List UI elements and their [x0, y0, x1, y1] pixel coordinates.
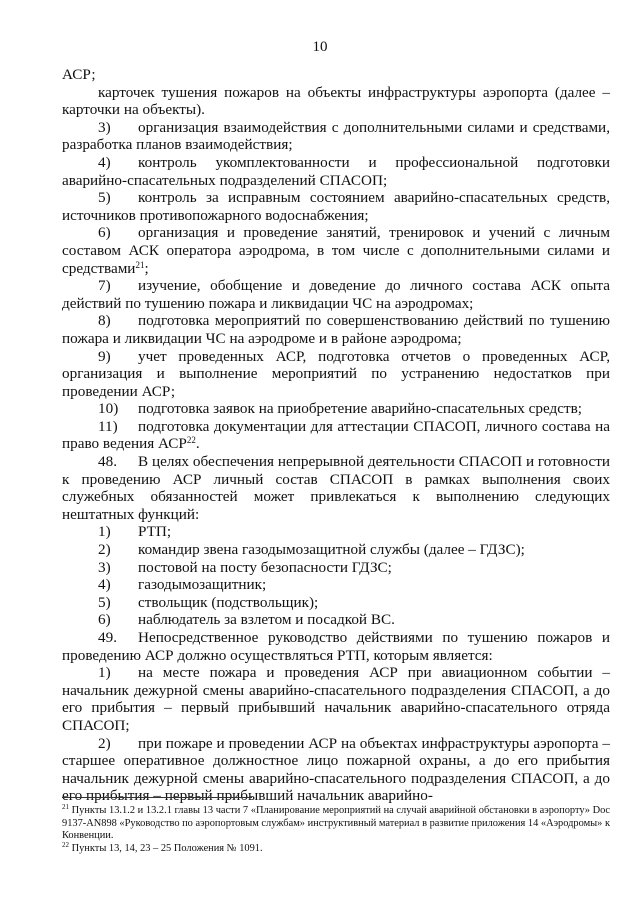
section-text: Непосредственное руководство действиями по тушению пожаров и проведению АСР должно осуществляться РТП, которым является: [62, 629, 610, 664]
item-number: 6) [98, 611, 111, 629]
section-49 [62, 629, 610, 664]
item-number: 4) [98, 153, 111, 171]
footnote-marker: 22 [62, 840, 69, 849]
item-text: постовой на посту безопасности ГДЗС; [138, 558, 392, 576]
footnote-22 [62, 840, 610, 856]
item-end: . [195, 435, 200, 453]
paragraph-item-9 [62, 348, 610, 401]
section-number: 49. [98, 629, 117, 646]
item-text: ствольщик (подствольщик); [138, 593, 319, 611]
item-text: наблюдатель за взлетом и посадкой ВС. [138, 611, 395, 629]
function-item-1 [62, 523, 610, 541]
item-number: 1) [98, 664, 111, 682]
section-48 [62, 453, 610, 523]
item-text: командир звена газодымозащитной службы (далее – ГДЗС); [138, 541, 525, 559]
item-number: 2) [98, 541, 111, 559]
item-text: РТП; [138, 523, 172, 541]
rtp-item-1 [62, 664, 610, 734]
function-item-4 [62, 576, 610, 594]
item-text: контроль за исправным состоянием аварийно-спасательных средств, источников противопожарного водоснабжения; [62, 189, 610, 224]
paragraph-item-8 [62, 312, 610, 347]
rtp-item-2 [62, 735, 610, 805]
body-text [62, 66, 610, 805]
item-number: 4) [98, 576, 111, 594]
item-text: контроль укомплектованности и профессиональной подготовки аварийно-спасательных подразделений СПАСОП; [62, 153, 610, 189]
item-number: 6) [98, 224, 111, 242]
item-number: 5) [98, 593, 111, 611]
item-number: 1) [98, 523, 111, 541]
function-item-3 [62, 559, 610, 577]
item-text: учет проведенных АСР, подготовка отчетов о проведенных АСР, организация и выполнение мероприятий по устранению недостатков при проведении АСР; [62, 347, 610, 400]
paragraph-item-10 [62, 400, 610, 418]
page-number: 10 [312, 39, 328, 55]
item-number: 8) [98, 312, 111, 330]
item-number: 2) [98, 734, 111, 752]
footnote-text: Пункты 13, 14, 23 – 25 Положения № 1091. [71, 842, 263, 854]
item-number: 10) [98, 400, 119, 418]
paragraph-item-7 [62, 277, 610, 312]
section-text: В целях обеспечения непрерывной деятельности СПАСОП и готовности к проведению АСР личный состав СПАСОП в рамках выполнения своих служебных обязанностей может привлекаться к выполнению следующих нештатных функций: [62, 453, 610, 523]
item-number: 3) [98, 118, 111, 136]
footnote-ref-22: 22 [186, 435, 196, 446]
item-number: 3) [98, 558, 111, 576]
item-text: на месте пожара и проведения АСР при авиационном событии – начальник дежурной смены аварийно-спасательного подразделения СПАСОП, а до его прибытия – первый прибывший начальник аварийно-спасательного отряда СПАСОП; [62, 664, 610, 734]
footnotes [62, 805, 610, 855]
item-number: 5) [98, 189, 111, 207]
paragraph-item-6 [62, 224, 610, 277]
paragraph-item: карточек тушения пожаров на объекты инфраструктуры аэропорта (далее – карточки на объекты). [62, 83, 610, 119]
footnote-text: Пункты 13.1.2 и 13.2.1 главы 13 части 7 «Планирование мероприятий на случай аварийной обстановки в аэропорту» Doc 9137-AN898 «Руководство по аэропортовым службам» инструктивный материал в развитие приложения 14 «Аэродромы» к Конвенции. [62, 805, 610, 842]
paragraph-item-5 [62, 189, 610, 224]
item-text: при пожаре и проведении АСР на объектах инфраструктуры аэропорта – старшее оперативное должностное лицо пожарной охраны, а до его прибытия начальник дежурной смены аварийно-спасательного подразделения СПАСОП, а до его прибытия – первый прибывший начальник аварийно- [62, 734, 610, 805]
item-text: организация взаимодействия с дополнительными силами и средствами, разработка планов взаимодействия; [62, 118, 610, 154]
item-text: организация и проведение занятий, тренировок и учений с личным составом АСК оператора аэродрома, в том числе с дополнительными силами и средствами [62, 224, 610, 277]
item-text: подготовка документации для аттестации СПАСОП, личного состава на право ведения АСР [62, 417, 610, 453]
paragraph-item-4 [62, 154, 610, 189]
text-line: АСР; [62, 66, 96, 83]
item-end: ; [144, 259, 149, 277]
footnote-21 [62, 805, 610, 843]
paragraph-item-3 [62, 119, 610, 154]
item-text: изучение, обобщение и доведение до личного состава АСК опыта действий по тушению пожара и ликвидации ЧС на аэродромах; [62, 277, 610, 312]
footnote-marker: 21 [62, 803, 69, 811]
function-item-2 [62, 541, 610, 559]
function-item-6 [62, 611, 610, 629]
item-text: газодымозащитник; [138, 576, 267, 594]
item-number: 7) [98, 277, 111, 295]
section-number: 48. [98, 453, 117, 471]
footnote-separator [62, 797, 252, 798]
function-item-5 [62, 594, 610, 612]
item-number: 11) [98, 417, 118, 435]
item-number: 9) [98, 347, 111, 365]
item-text: подготовка мероприятий по совершенствованию действий по тушению пожара и ликвидации ЧС на аэродроме и в районе аэродрома; [62, 312, 610, 347]
paragraph-item-11 [62, 418, 610, 453]
footnote-ref-21: 21 [135, 259, 145, 270]
item-text: подготовка заявок на приобретение аварийно-спасательных средств; [138, 400, 582, 418]
